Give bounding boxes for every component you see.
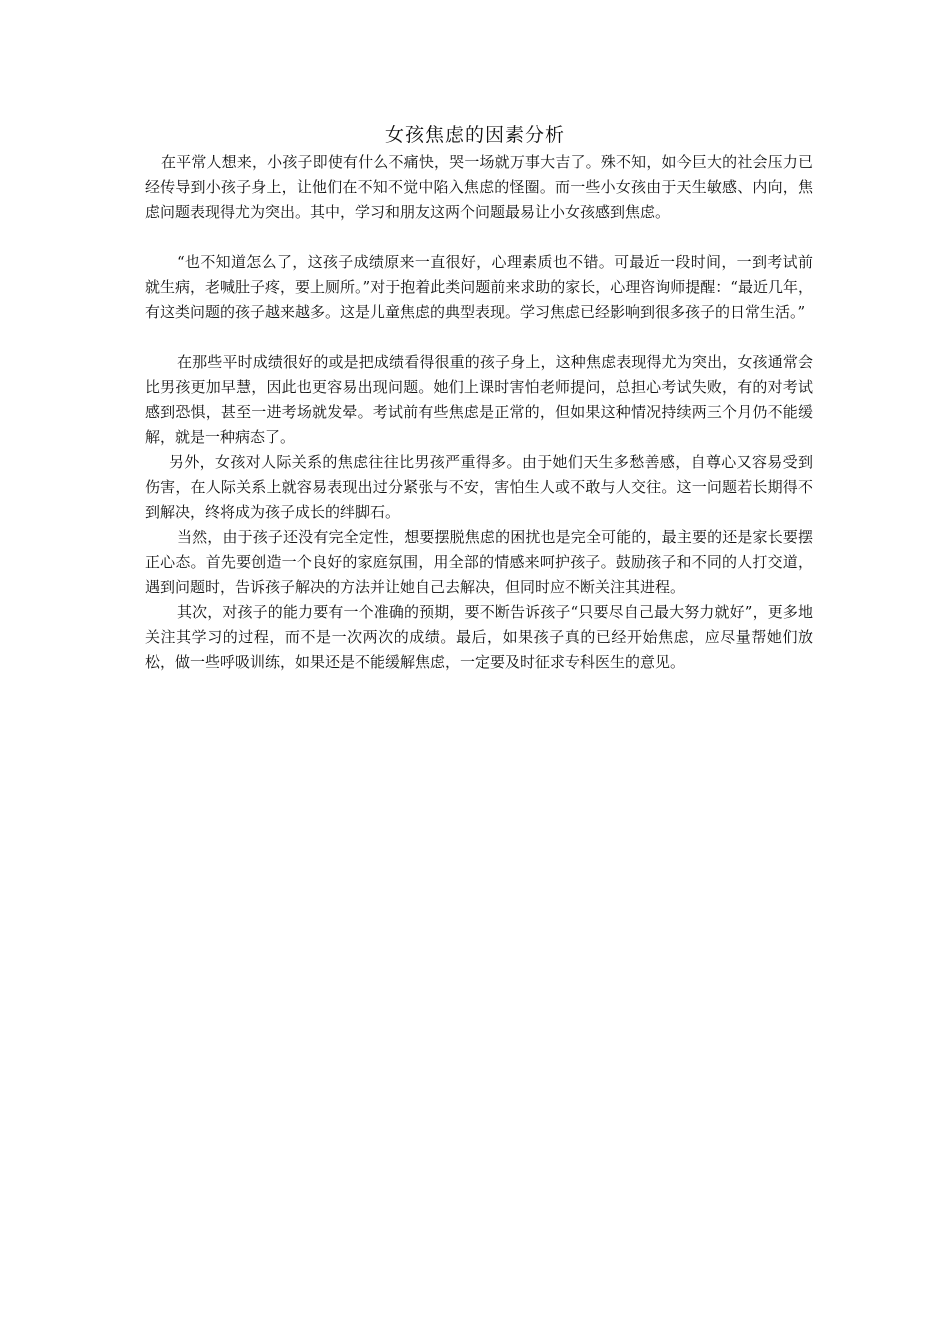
paragraph-4: 另外，女孩对人际关系的焦虑往往比男孩严重得多。由于她们天生多愁善感，自尊心又容易受到伤害，在人际关系上就容易表现出过分紧张与不安，害怕生人或不敢与人交往。这一问题若长期得不到解决，终将成为孩子成长的绊脚石。 [145,453,813,521]
document-title: 女孩焦虑的因素分析 [384,124,565,146]
paragraph-gap [145,325,813,350]
document-body [145,150,813,675]
paragraph-gap [145,225,813,250]
paragraph-2: “也不知道怎么了，这孩子成绩原来一直很好，心理素质也不错。可最近一段时间，一到考试前就生病，老喊肚子疼，要上厕所。”对于抱着此类问题前来求助的家长，心理咨询师提醒：“最近几年，有这类问题的孩子越来越多。这是儿童焦虑的典型表现。学习焦虑已经影响到很多孩子的日常生活。” [145,253,813,321]
paragraph-5: 当然，由于孩子还没有完全定性，想要摆脱焦虑的困扰也是完全可能的，最主要的还是家长要摆正心态。首先要创造一个良好的家庭氛围，用全部的情感来呵护孩子。鼓励孩子和不同的人打交道，遇到问题时，告诉孩子解决的方法并让她自己去解决，但同时应不断关注其进程。 [145,528,813,596]
paragraph-6: 其次，对孩子的能力要有一个准确的预期，要不断告诉孩子“只要尽自己最大努力就好”，更多地关注其学习的过程，而不是一次两次的成绩。最后，如果孩子真的已经开始焦虑，应尽量帮她们放松，做一些呼吸训练，如果还是不能缓解焦虑，一定要及时征求专科医生的意见。 [145,603,813,671]
paragraph-3: 在那些平时成绩很好的或是把成绩看得很重的孩子身上，这种焦虑表现得尤为突出，女孩通常会比男孩更加早慧，因此也更容易出现问题。她们上课时害怕老师提问，总担心考试失败，有的对考试感到恐惧，甚至一进考场就发晕。考试前有些焦虑是正常的，但如果这种情况持续两三个月仍不能缓解，就是一种病态了。 [145,353,813,446]
paragraph-1: 在平常人想来，小孩子即使有什么不痛快，哭一场就万事大吉了。殊不知，如今巨大的社会压力已经传导到小孩子身上，让他们在不知不觉中陷入焦虑的怪圈。而一些小女孩由于天生敏感、内向，焦虑问题表现得尤为突出。其中，学习和朋友这两个问题最易让小女孩感到焦虑。 [145,153,813,221]
